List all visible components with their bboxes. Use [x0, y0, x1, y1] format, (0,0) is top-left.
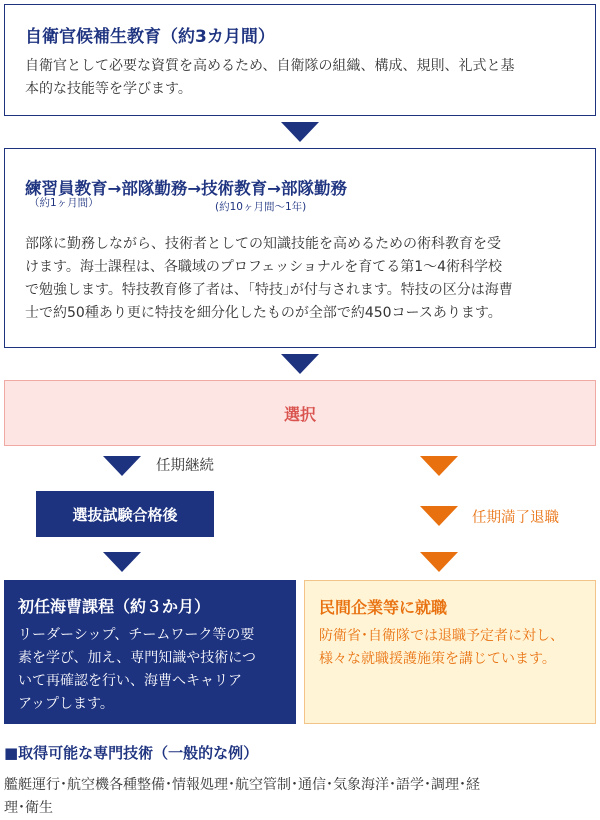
petty-officer-course-line1: リーダーシップ、チームワーク等の要	[18, 627, 255, 643]
unit-training-title: 練習員教育→部隊勤務→技術教育→部隊勤務	[25, 179, 347, 198]
exam-pass-label: 選抜試験合格後	[72, 505, 178, 524]
unit-training-sub1: （約1ヶ月間）	[29, 197, 99, 209]
recruit-training-box	[4, 4, 596, 116]
down-arrow-1	[281, 122, 319, 142]
petty-officer-course-line3: いて再確認を行い、海曹へキャリア	[18, 673, 242, 689]
recruit-training-body-line1: 自衛官として必要な資質を高めるため、自衛隊の組織、構成、規則、礼式と基	[25, 58, 515, 74]
petty-officer-course-line2: 素を学び、加え、専門知識や技術につ	[18, 650, 256, 666]
exam-pass-box	[36, 491, 214, 537]
petty-officer-course-box	[4, 580, 296, 724]
private-employment-line1: 防衛省･自衛隊では退職予定者に対し、	[319, 628, 564, 644]
retire-arrow-2	[420, 506, 458, 526]
retire-arrow-3	[420, 552, 458, 572]
unit-training-body-line4: 士で約50種あり更に特技を細分化したものが全部で約450コースあります。	[25, 305, 502, 321]
down-arrow-2	[281, 354, 319, 374]
private-employment-line2: 様々な就職援護施策を講じています。	[319, 651, 556, 667]
recruit-training-title: 自衛官候補生教育（約3カ月間）	[25, 27, 275, 47]
private-employment-title: 民間企業等に就職	[319, 598, 448, 617]
unit-training-sub2: (約10ヶ月間〜1年)	[215, 201, 307, 213]
retire-label: 任期満了退職	[472, 510, 559, 526]
private-employment-box	[304, 580, 596, 724]
continue-arrow	[103, 456, 141, 476]
retire-arrow-1	[420, 456, 458, 476]
petty-officer-course-title: 初任海曹課程（約３か月）	[18, 597, 211, 616]
skills-line2: 理･衛生	[4, 800, 53, 816]
recruit-training-body-line2: 本的な技能等を学びます。	[25, 81, 192, 97]
skills-line1: 艦艇運行･航空機各種整備･情報処理･航空管制･通信･気象海洋･語学･調理･経	[4, 777, 480, 793]
petty-officer-course-line4: アップします。	[18, 696, 114, 712]
skills-heading: ■取得可能な専門技術（一般的な例）	[4, 744, 259, 762]
select-box	[4, 380, 596, 446]
unit-training-box	[4, 148, 596, 348]
continue-label: 任期継続	[156, 458, 214, 474]
unit-training-body-line1: 部隊に勤務しながら、技術者としての知識技能を高めるための術科教育を受	[25, 236, 501, 252]
select-label: 選択	[283, 404, 316, 424]
down-arrow-left	[103, 552, 141, 572]
unit-training-body-line2: けます。海士課程は、各職域のプロフェッショナルを育てる第1〜4術科学校	[25, 259, 503, 275]
unit-training-body-line3: で勉強します。特技教育修了者は、｢特技｣が付与されます。特技の区分は海曹	[25, 282, 513, 298]
